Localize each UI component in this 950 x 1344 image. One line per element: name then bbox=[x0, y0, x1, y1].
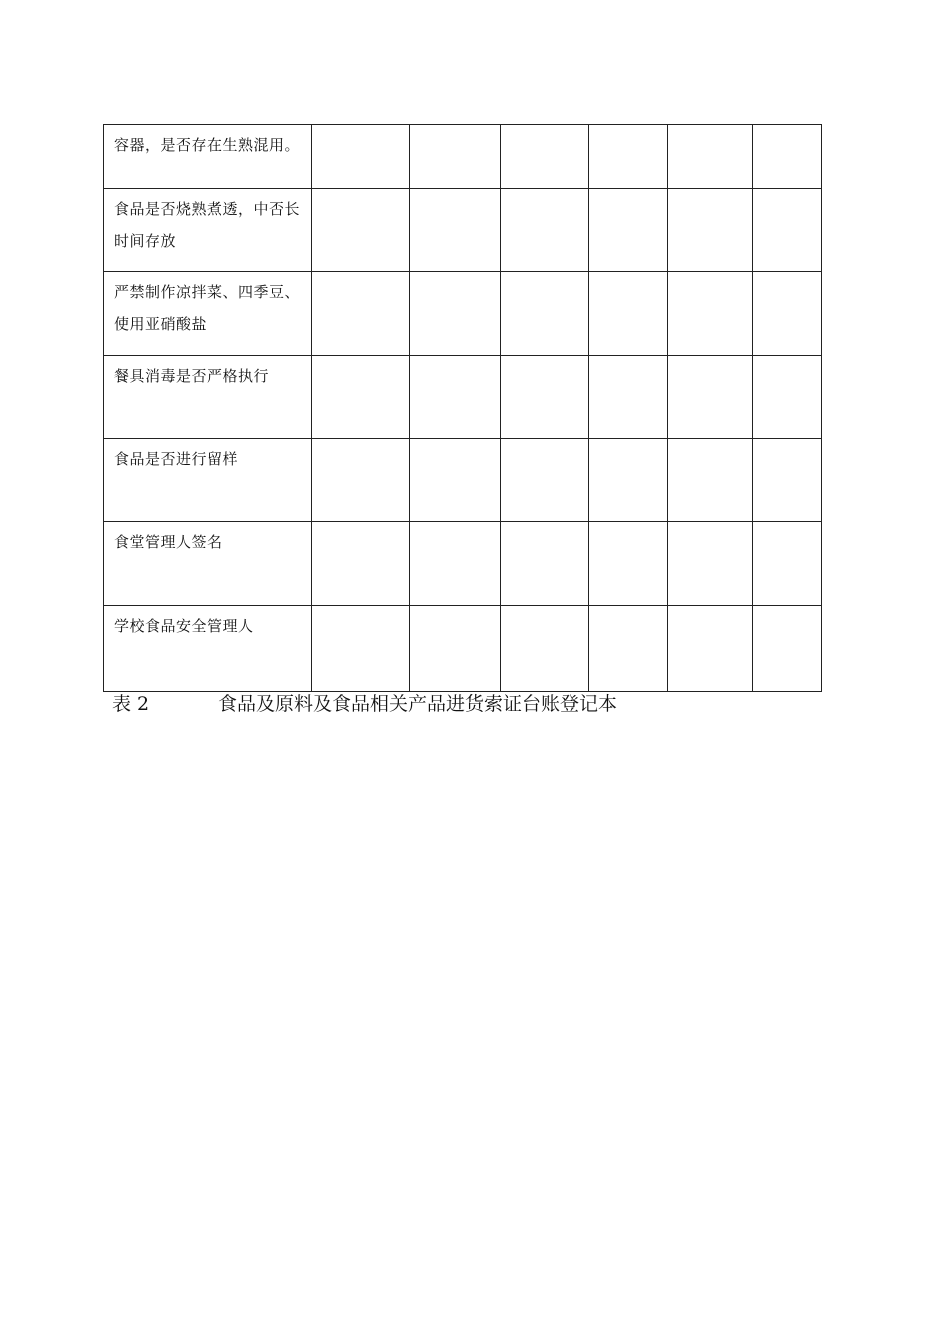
table-cell bbox=[589, 356, 668, 439]
table-cell bbox=[668, 125, 753, 189]
table-cell bbox=[410, 189, 501, 272]
table-row bbox=[104, 356, 822, 439]
table-caption bbox=[112, 690, 617, 718]
table-cell bbox=[410, 272, 501, 356]
table-cell bbox=[753, 125, 822, 189]
table-cell bbox=[501, 272, 589, 356]
table-cell bbox=[753, 522, 822, 606]
table-cell bbox=[668, 439, 753, 522]
table-cell bbox=[668, 272, 753, 356]
table-row bbox=[104, 125, 822, 189]
table-cell bbox=[501, 125, 589, 189]
table-cell bbox=[312, 125, 410, 189]
table-cell bbox=[501, 189, 589, 272]
caption-title: 食品及原料及食品相关产品进货索证台账登记本 bbox=[218, 693, 618, 715]
table-row bbox=[104, 606, 822, 692]
table-cell bbox=[410, 439, 501, 522]
row-label: 严禁制作凉拌菜、四季豆、使用亚硝酸盐 bbox=[104, 272, 312, 356]
row-label: 食品是否进行留样 bbox=[104, 439, 312, 522]
table-cell bbox=[589, 606, 668, 692]
table-cell bbox=[668, 356, 753, 439]
table-row bbox=[104, 522, 822, 606]
table-cell bbox=[312, 606, 410, 692]
table-cell bbox=[589, 125, 668, 189]
table-cell bbox=[668, 522, 753, 606]
row-label: 餐具消毒是否严格执行 bbox=[104, 356, 312, 439]
table-cell bbox=[312, 272, 410, 356]
row-label: 食堂管理人签名 bbox=[104, 522, 312, 606]
table-cell bbox=[753, 439, 822, 522]
row-label: 食品是否烧熟煮透，中否长时间存放 bbox=[104, 189, 312, 272]
table-cell bbox=[668, 189, 753, 272]
table-row bbox=[104, 439, 822, 522]
table-cell bbox=[312, 356, 410, 439]
table-cell bbox=[668, 606, 753, 692]
table-cell bbox=[753, 189, 822, 272]
table-row bbox=[104, 272, 822, 356]
table-cell bbox=[410, 356, 501, 439]
table-cell bbox=[501, 606, 589, 692]
table-cell bbox=[589, 439, 668, 522]
table-cell bbox=[501, 356, 589, 439]
table-cell bbox=[312, 189, 410, 272]
table-row bbox=[104, 189, 822, 272]
table-cell bbox=[753, 606, 822, 692]
row-label: 学校食品安全管理人 bbox=[104, 606, 312, 692]
table-cell bbox=[753, 272, 822, 356]
inspection-table bbox=[103, 124, 822, 692]
table-cell bbox=[410, 522, 501, 606]
table-cell bbox=[410, 606, 501, 692]
table-cell bbox=[501, 439, 589, 522]
table-cell bbox=[312, 522, 410, 606]
table-cell bbox=[753, 356, 822, 439]
table-cell bbox=[589, 189, 668, 272]
row-label: 容器，是否存在生熟混用。 bbox=[104, 125, 312, 189]
table-cell bbox=[312, 439, 410, 522]
table-cell bbox=[589, 272, 668, 356]
table-cell bbox=[589, 522, 668, 606]
table-cell bbox=[410, 125, 501, 189]
table-cell bbox=[501, 522, 589, 606]
caption-label: 表 2 bbox=[112, 693, 150, 715]
